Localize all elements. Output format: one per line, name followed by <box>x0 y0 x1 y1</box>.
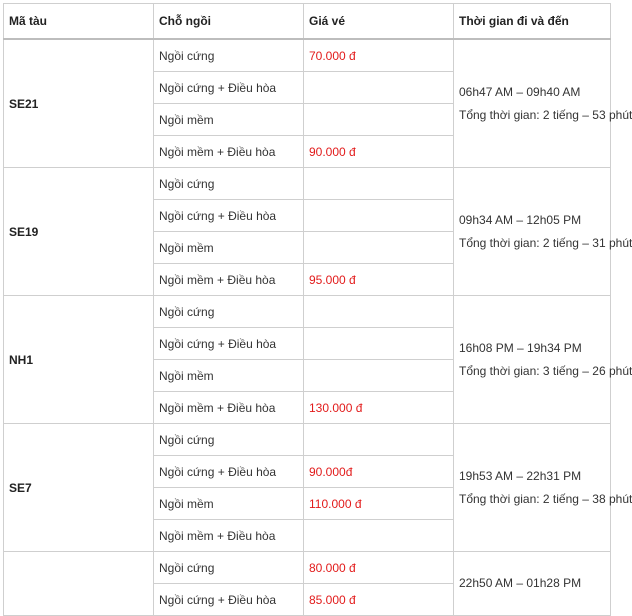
ticket-price <box>304 232 454 264</box>
seat-type: Ngồi cứng <box>154 39 304 72</box>
seat-type: Ngồi cứng + Điều hòa <box>154 584 304 616</box>
seat-type: Ngồi mềm <box>154 360 304 392</box>
ticket-price: 95.000 đ <box>304 264 454 296</box>
seat-type: Ngồi mềm <box>154 232 304 264</box>
ticket-price: 70.000 đ <box>304 39 454 72</box>
header-seat-type: Chỗ ngồi <box>154 4 304 40</box>
ticket-price <box>304 424 454 456</box>
table-body <box>4 39 632 616</box>
ticket-price <box>304 296 454 328</box>
ticket-price <box>304 72 454 104</box>
seat-type: Ngồi mềm <box>154 104 304 136</box>
header-train-code: Mã tàu <box>4 4 154 40</box>
time-range: 09h34 AM – 12h05 PM <box>459 212 582 227</box>
travel-time <box>454 168 632 296</box>
ticket-price <box>304 328 454 360</box>
ticket-price: 130.000 đ <box>304 392 454 424</box>
time-range: 19h53 AM – 22h31 PM <box>459 468 582 483</box>
seat-type: Ngồi cứng <box>154 424 304 456</box>
header-row <box>4 4 611 40</box>
ticket-price: 110.000 đ <box>304 488 454 520</box>
header-departure-arrival: Thời gian đi và đến <box>454 4 611 40</box>
travel-time <box>454 296 632 424</box>
seat-type: Ngồi mềm <box>154 488 304 520</box>
ticket-price <box>304 520 454 552</box>
total-time: Tổng thời gian: 3 tiếng – 26 phút <box>459 363 632 378</box>
travel-time <box>454 552 611 616</box>
seat-type: Ngồi mềm + Điều hòa <box>154 392 304 424</box>
total-time: Tổng thời gian: 2 tiếng – 38 phút <box>459 491 632 506</box>
train-code: SE7 <box>4 424 154 552</box>
ticket-price <box>304 360 454 392</box>
table-row <box>4 296 611 328</box>
total-time: Tổng thời gian: 2 tiếng – 31 phút <box>459 235 632 250</box>
ticket-price: 80.000 đ <box>304 552 454 584</box>
table-row <box>4 424 611 456</box>
train-code: NH1 <box>4 296 154 424</box>
table-row <box>4 39 611 72</box>
header-price: Giá vé <box>304 4 454 40</box>
table-row <box>4 552 611 584</box>
seat-type: Ngồi mềm + Điều hòa <box>154 136 304 168</box>
seat-type: Ngồi cứng + Điều hòa <box>154 328 304 360</box>
table-row <box>4 168 611 200</box>
time-range: 22h50 AM – 01h28 PM <box>459 576 582 590</box>
travel-time <box>454 424 632 552</box>
time-range: 16h08 PM – 19h34 PM <box>459 340 582 355</box>
seat-type: Ngồi mềm + Điều hòa <box>154 520 304 552</box>
seat-type: Ngồi cứng <box>154 552 304 584</box>
seat-type: Ngồi cứng <box>154 168 304 200</box>
table-head <box>4 4 611 40</box>
ticket-price <box>304 104 454 136</box>
train-code: SE21 <box>4 39 154 168</box>
total-time: Tổng thời gian: 2 tiếng – 53 phút <box>459 107 632 122</box>
ticket-price: 90.000 đ <box>304 136 454 168</box>
train-code <box>4 552 154 616</box>
seat-type: Ngồi cứng <box>154 296 304 328</box>
time-range: 06h47 AM – 09h40 AM <box>459 84 581 99</box>
train-code: SE19 <box>4 168 154 296</box>
train-fare-table <box>3 3 632 616</box>
seat-type: Ngồi cứng + Điều hòa <box>154 72 304 104</box>
ticket-price <box>304 168 454 200</box>
seat-type: Ngồi cứng + Điều hòa <box>154 456 304 488</box>
seat-type: Ngồi cứng + Điều hòa <box>154 200 304 232</box>
ticket-price: 85.000 đ <box>304 584 454 616</box>
ticket-price <box>304 200 454 232</box>
ticket-price: 90.000đ <box>304 456 454 488</box>
seat-type: Ngồi mềm + Điều hòa <box>154 264 304 296</box>
travel-time <box>454 39 632 168</box>
